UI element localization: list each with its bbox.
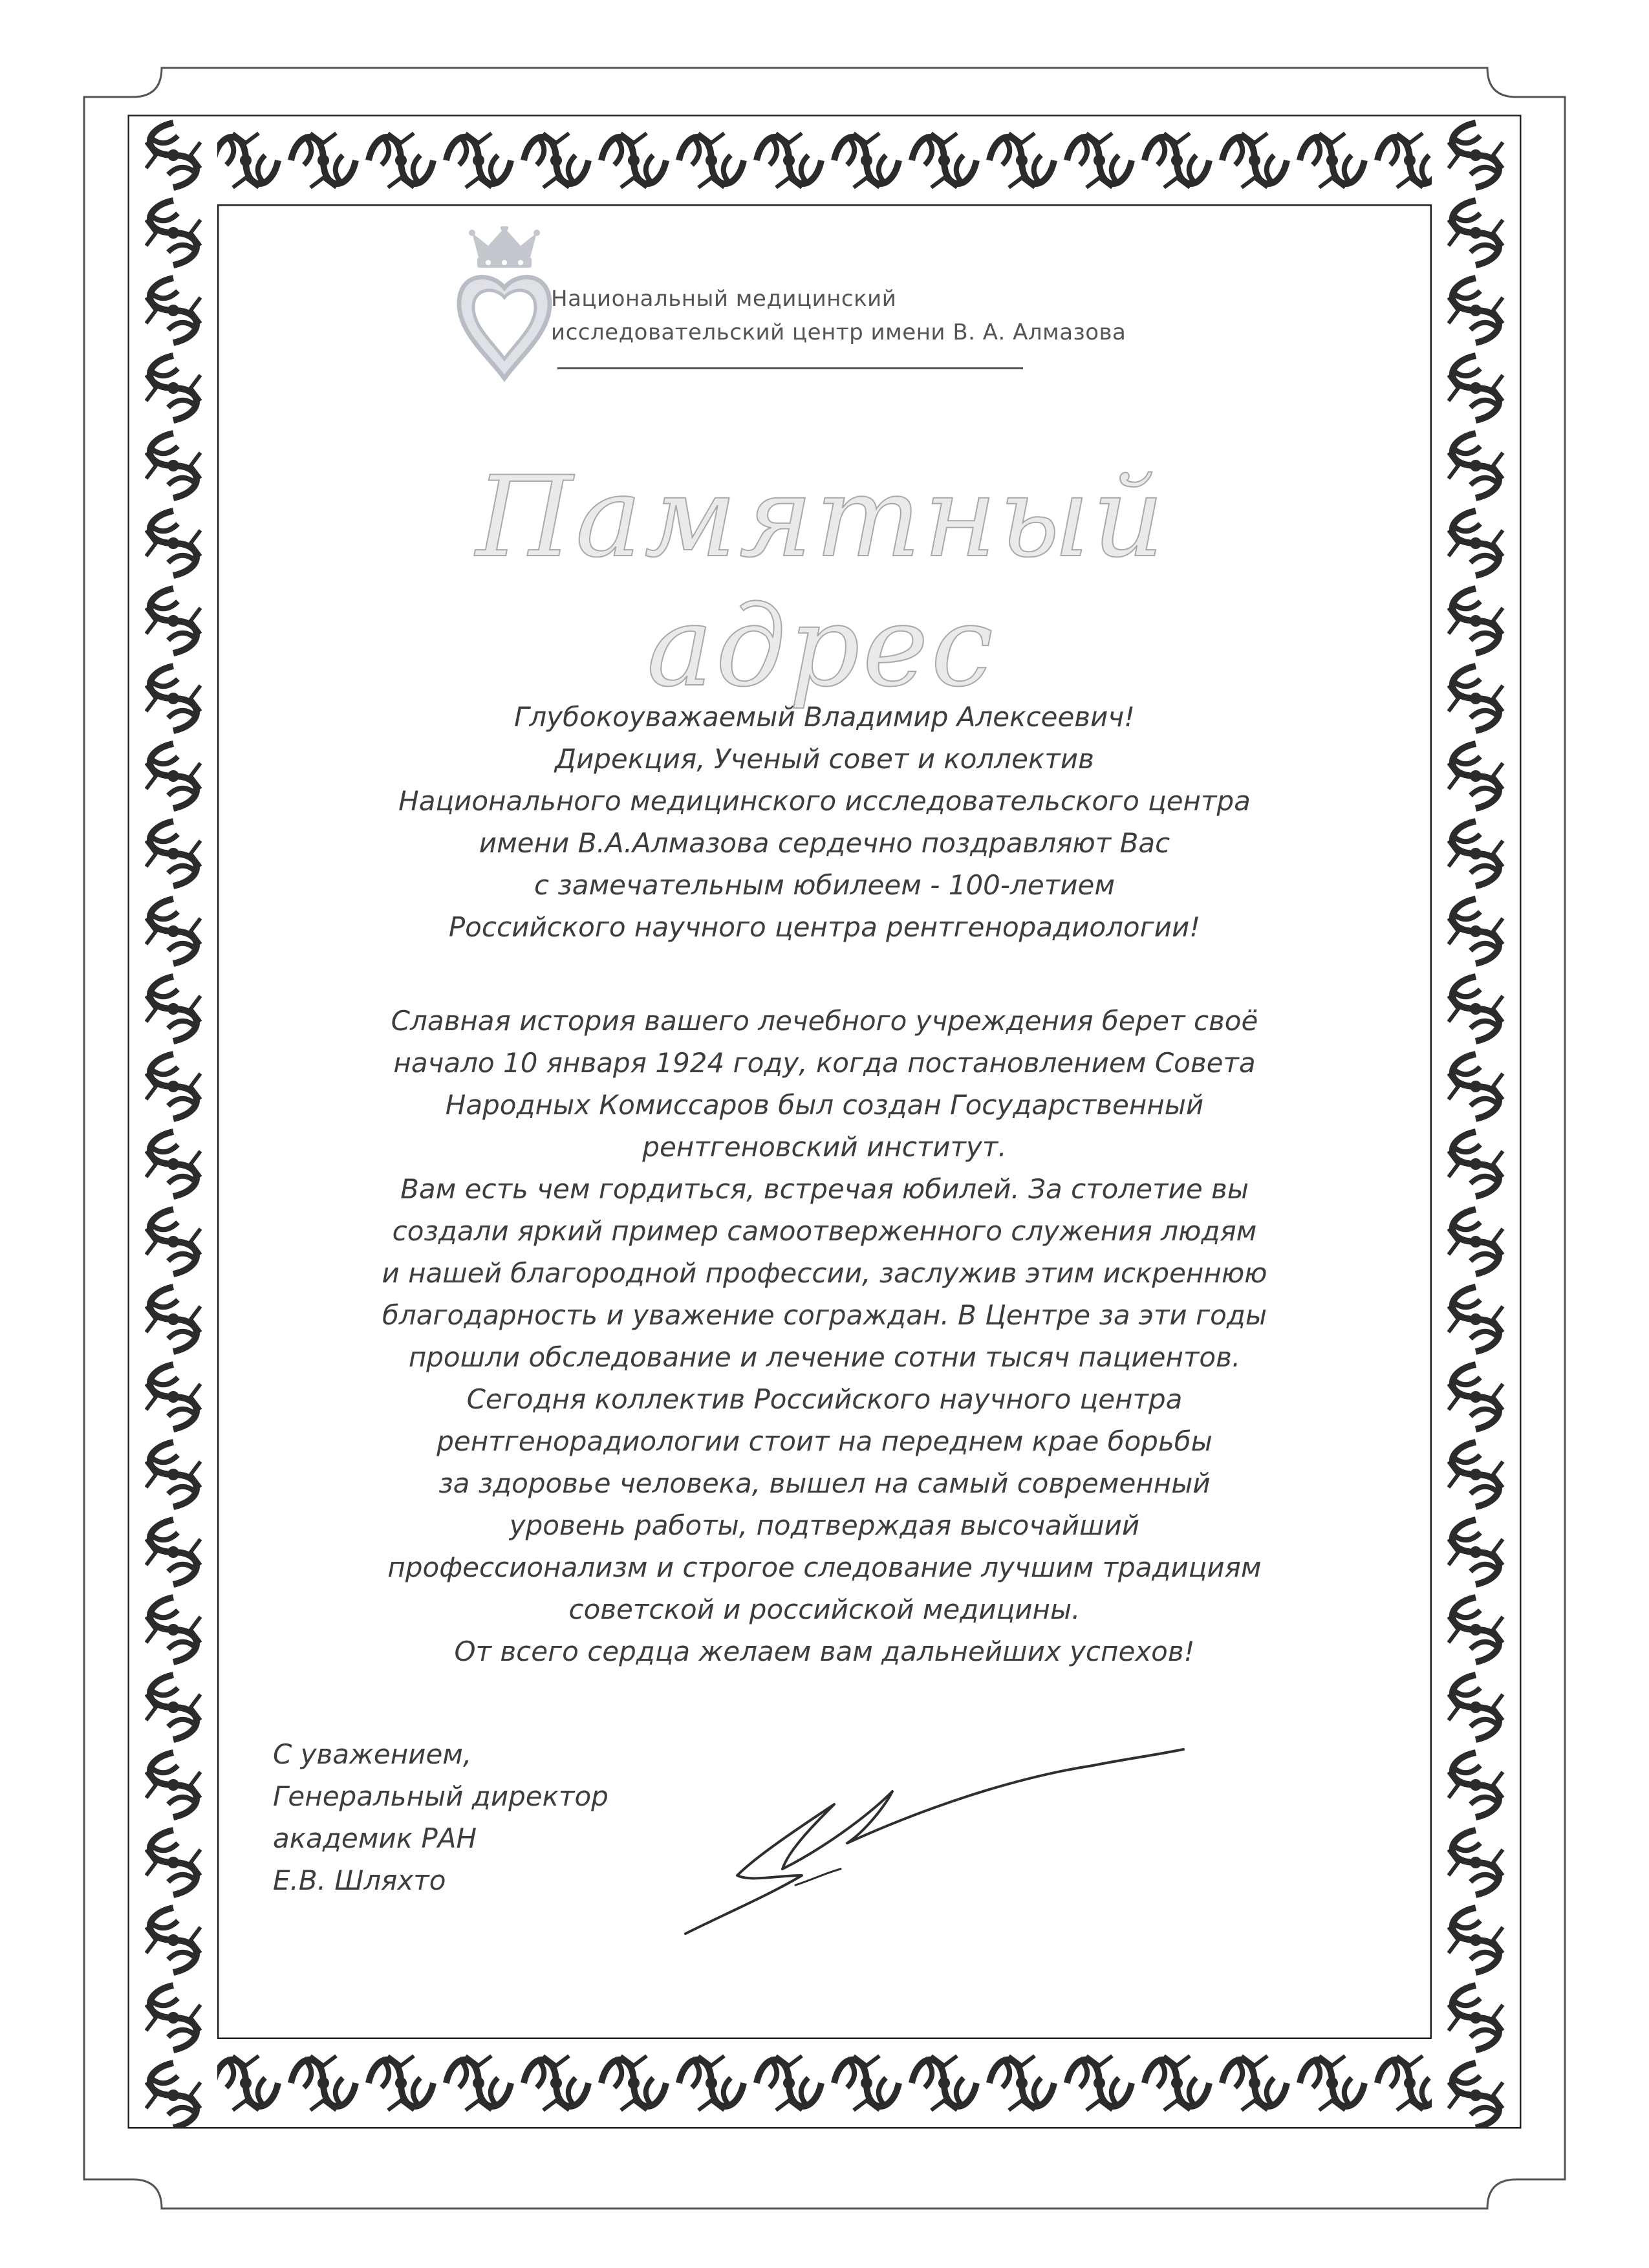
organization-name-line2: исследовательский центр имени В. А. Алмазова — [551, 319, 1126, 345]
text-line: с замечательным юбилеем - 100-летием — [534, 869, 1116, 901]
text-line: уровень работы, подтверждая высочайший — [509, 1509, 1140, 1541]
text-line: рентгеновский институт. — [642, 1131, 1007, 1163]
ornament-border-right — [1432, 116, 1520, 2127]
signer-position: Генеральный директор — [273, 1780, 609, 1812]
text-line: имени В.А.Алмазова сердечно поздравляют Вас — [479, 827, 1170, 859]
handwritten-signature — [673, 1720, 1190, 1960]
text-line: за здоровье человека, вышел на самый современный — [438, 1467, 1211, 1499]
text-line: Сегодня коллектив Российского научного центра — [466, 1383, 1183, 1415]
text-line: благодарность и уважение сограждан. В Центре за эти годы — [382, 1299, 1267, 1331]
organization-name-line1: Национальный медицинский — [551, 286, 897, 312]
text-line: начало 10 января 1924 году, когда постановлением Совета — [393, 1047, 1256, 1079]
text-line: создали яркий пример самоотверженного служения людям — [392, 1215, 1257, 1247]
organization-name — [551, 282, 1327, 349]
ornament-border-left — [129, 116, 217, 2127]
signer-title: академик РАН — [273, 1822, 477, 1854]
signer-name: Е.В. Шляхто — [273, 1864, 446, 1896]
text-line: прошли обследование и лечение сотни тысяч пациентов. — [408, 1341, 1241, 1373]
text-line: рентгенорадиологии стоит на переднем крае борьбы — [436, 1425, 1212, 1457]
text-line: От всего сердца желаем вам дальнейших успехов! — [454, 1636, 1195, 1667]
text-line: Дирекция, Ученый совет и коллектив — [555, 743, 1094, 775]
closing-regards: С уважением, — [273, 1738, 472, 1770]
document-title: Памятный адрес — [475, 452, 1167, 711]
text-line: Национального медицинского исследовательского центра — [398, 785, 1251, 817]
text-line: и нашей благородной профессии, заслужив этим искреннюю — [382, 1257, 1267, 1289]
organization-underline — [557, 367, 1023, 369]
history-paragraph — [246, 1000, 1403, 1672]
greeting-paragraph — [246, 696, 1403, 948]
text-line: Славная история вашего лечебного учреждения берет своё — [391, 1005, 1258, 1037]
text-line: Российского научного центра рентгенорадиологии! — [448, 911, 1201, 943]
text-line: советской и российской медицины. — [568, 1593, 1081, 1625]
text-line: Вам есть чем гордиться, встречая юбилей. За столетие вы — [400, 1173, 1249, 1205]
text-line: Глубокоуважаемый Владимир Алексеевич! — [514, 701, 1135, 733]
ornament-border-bottom — [129, 2039, 1520, 2127]
text-line: профессионализм и строгое следование лучшим традициям — [387, 1551, 1262, 1583]
text-line: Народных Комиссаров был создан Государственный — [445, 1089, 1204, 1121]
ornament-border-top — [129, 116, 1520, 204]
